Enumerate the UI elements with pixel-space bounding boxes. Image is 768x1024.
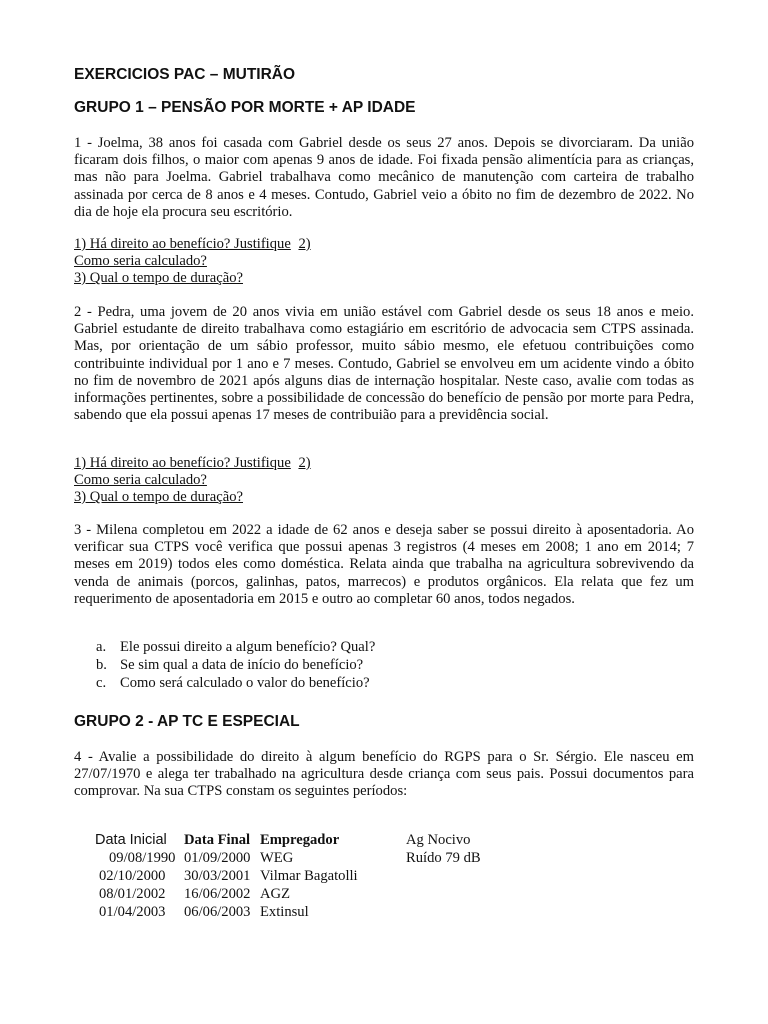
cell-data-final: 06/06/2003 [184,904,251,920]
list-item [74,638,694,656]
q1-item-2-number: 2) [298,236,311,252]
cell-data-inicial: 08/01/2002 [99,886,166,902]
list-text: Ele possui direito a algum benefício? Qual? [120,639,376,655]
question-1-subquestions [74,236,311,253]
document-title: EXERCICIOS PAC – MUTIRÃO [74,66,296,83]
list-marker: a. [96,639,107,655]
header-data-final: Data Final [184,832,251,848]
cell-data-inicial: 01/04/2003 [99,904,166,920]
q2-item-2-text: Como seria calculado? [74,472,207,488]
cell-data-inicial: 02/10/2000 [99,868,166,884]
cell-empregador: Extinsul [260,904,309,920]
question-2-text: 2 - Pedra, uma jovem de 20 anos vivia em união estável com Gabriel desde os seus 18 anos e meio. Gabriel estudante de direito trabalhava como estagiário em escritório de advocacia sem CTPS assinada. Mas, por orientação de um sábio professor, muito sábio mesmo, ele efetuou contribuições como contribuinte individual por 1 ano e 7 meses. Contudo, Gabriel se envolveu em um acidente vindo a óbito no fim de novembro de 2021 após alguns dias de internação hospitalar. Neste caso, avalie com todas as informações pertinentes, sobre a possibilidade de concessão do benefício de pensão por morte para Pedra, sabendo que ela possui apenas 17 meses de contribuião para a previdência social. [74,304,694,424]
header-data-inicial: Data Inicial [95,832,167,848]
list-marker: c. [96,675,107,692]
cell-ag-nocivo: Ruído 79 dB [406,850,481,866]
cell-empregador: Vilmar Bagatolli [260,868,358,884]
question-1-text: 1 - Joelma, 38 anos foi casada com Gabriel desde os seus 27 anos. Depois se divorciaram. Da união ficaram dois filhos, o maior com apenas 9 anos de idade. Foi fixada pensão alimentícia para as crianças, mas não para Joelma. Gabriel trabalhava como mecânico de manutenção com carteira de trabalho assinada por cerca de 8 anos e 4 meses. Contudo, Gabriel veio a óbito no fim de dezembro de 2022. No dia de hoje ela procura seu escritório. [74,135,694,220]
grupo1-heading: GRUPO 1 – PENSÃO POR MORTE + AP IDADE [74,99,416,116]
list-marker: b. [96,657,107,674]
cell-empregador: WEG [260,850,294,866]
question-2-subquestions [74,455,311,472]
q2-item-2-number: 2) [298,455,311,471]
q2-item-3: 3) Qual o tempo de duração? [74,489,243,505]
cell-data-final: 16/06/2002 [184,886,251,902]
header-empregador: Empregador [260,832,340,848]
cell-data-final: 01/09/2000 [184,850,251,866]
q2-item-1: 1) Há direito ao benefício? Justifique [74,455,291,471]
cell-empregador: AGZ [260,886,290,902]
list-item [74,656,694,674]
grupo2-heading: GRUPO 2 - AP TC E ESPECIAL [74,713,300,730]
list-text: Se sim qual a data de início do benefício? [120,657,364,674]
list-text: Como será calculado o valor do benefício? [120,675,370,692]
question-3-list [74,638,694,693]
q1-item-3: 3) Qual o tempo de duração? [74,270,243,286]
cell-data-final: 30/03/2001 [184,868,251,884]
cell-data-inicial: 09/08/1990 [109,850,176,866]
q1-item-1: 1) Há direito ao benefício? Justifique [74,236,291,252]
list-item [74,674,694,692]
question-3-text: 3 - Milena completou em 2022 a idade de 62 anos e deseja saber se possui direito à aposentadoria. Ao verificar sua CTPS você verifica que possui apenas 3 registros (4 meses em 2008; 1 ano em 2014; 7 meses em 2019) todos eles como doméstica. Relata ainda que trabalha na agricultura sobrevivendo da venda de animais (porcos, galinhas, patos, marrecos) e produtos orgânicos. Ela relata que fez um requerimento de aposentadoria em 2015 e outro ao completar 60 anos, todos negados. [74,522,694,607]
question-4-text: 4 - Avalie a possibilidade do direito à algum benefício do RGPS para o Sr. Sérgio. Ele nasceu em 27/07/1970 e alega ter trabalhado na agricultura desde criança com seus pais. Possui documentos para comprovar. Na sua CTPS constam os seguintes períodos: [74,749,694,800]
q1-item-2-text: Como seria calculado? [74,253,207,269]
header-ag-nocivo: Ag Nocivo [406,832,471,848]
